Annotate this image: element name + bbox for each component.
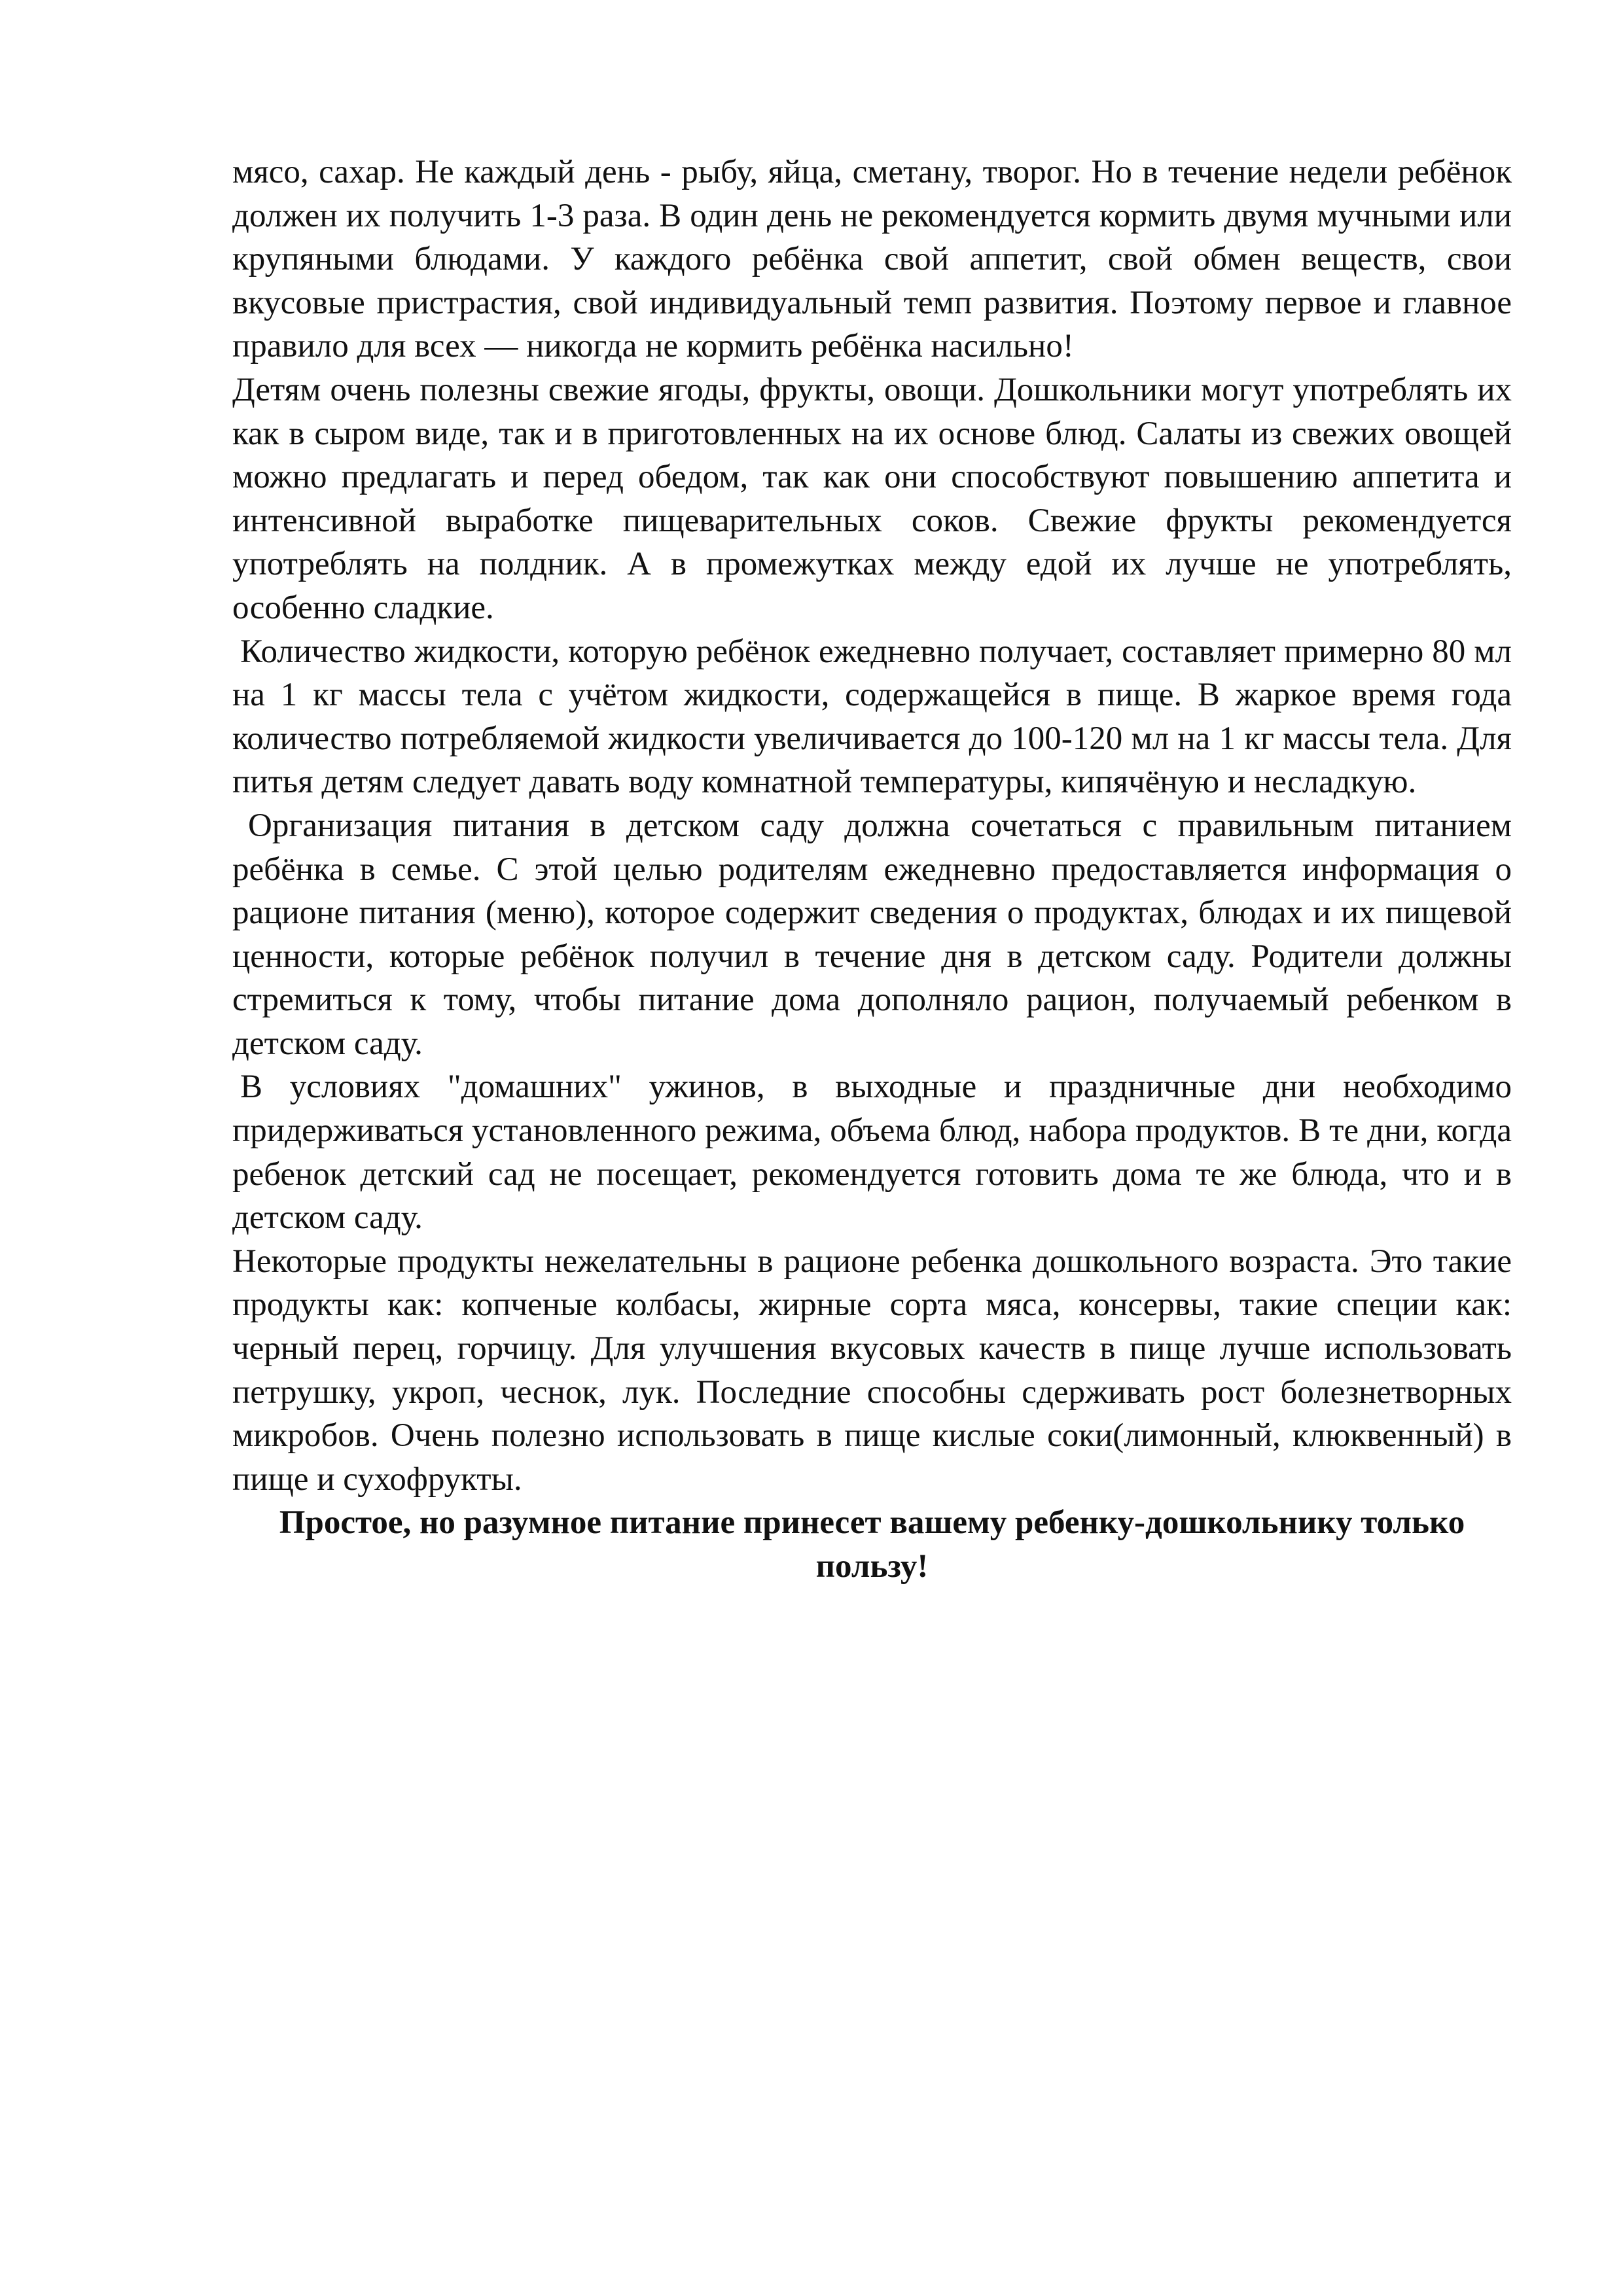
paragraph-fresh-fruits: Детям очень полезны свежие ягоды, фрукты, овощи. Дошкольники могут употреблять их как в сыром виде, так и в приготовленных на их основе блюд. Салаты из свежих овощей можно предлагать и перед обедом, так как они способствуют повышению аппетита и интенсивной выработке пищеварительных соков. Свежие фрукты рекомендуется употреблять на полдник. А в промежутках между едой их лучше не употреблять, особенно сладкие.: [232, 371, 1512, 626]
paragraph-undesirable-products: Некоторые продукты нежелательны в рационе ребенка дошкольного возраста. Это такие продукты как: копченые колбасы, жирные сорта мяса, консервы, такие специи как: черный перец, горчицу. Для улучшения вкусовых качеств в пище лучше использовать петрушку, укроп, чеснок, лук. Последние способны сдерживать рост болезнетворных микробов. Очень полезно использовать в пище кислые соки(лимонный, клюквенный) в пище и сухофрукты.: [232, 1243, 1512, 1498]
paragraph-kindergarten-nutrition: Организация питания в детском саду должна сочетаться с правильным питанием ребёнка в семье. С этой целью родителям ежедневно предоставляется информация о рационе питания (меню), которое содержит сведения о продуктах, блюдах и их пищевой ценности, которые ребёнок получил в течение дня в детском саду. Родители должны стремиться к тому, чтобы питание дома дополняло рацион, получаемый ребенком в детском саду.: [232, 807, 1512, 1062]
paragraph-fluid-intake: Количество жидкости, которую ребёнок ежедневно получает, составляет примерно 80 мл на 1 кг массы тела с учётом жидкости, содержащейся в пище. В жаркое время года количество потребляемой жидкости увеличивается до 100-120 мл на 1 кг массы тела. Для питья детям следует давать воду комнатной температуры, кипячёную и несладкую.: [232, 633, 1512, 801]
document-page: [232, 150, 1512, 1589]
paragraph-home-dinners: В условиях "домашних" ужинов, в выходные и праздничные дни необходимо придерживаться установленного режима, объема блюд, набора продуктов. В те дни, когда ребенок детский сад не посещает, рекомендуется готовить дома те же блюда, что и в детском саду.: [232, 1069, 1512, 1237]
paragraph-meal-frequency: мясо, сахар. Не каждый день - рыбу, яйца, сметану, творог. Но в течение недели ребёнок должен их получить 1-3 раза. В один день не рекомендуется кормить двумя мучными или крупяными блюдами. У каждого ребёнка свой аппетит, свой обмен веществ, свои вкусовые пристрастия, свой индивидуальный темп развития. Поэтому первое и главное правило для всех — никогда не кормить ребёнка насильно!: [232, 154, 1512, 365]
conclusion-heading: Простое, но разумное питание принесет вашему ребенку-дошкольнику только пользу!: [279, 1504, 1465, 1585]
